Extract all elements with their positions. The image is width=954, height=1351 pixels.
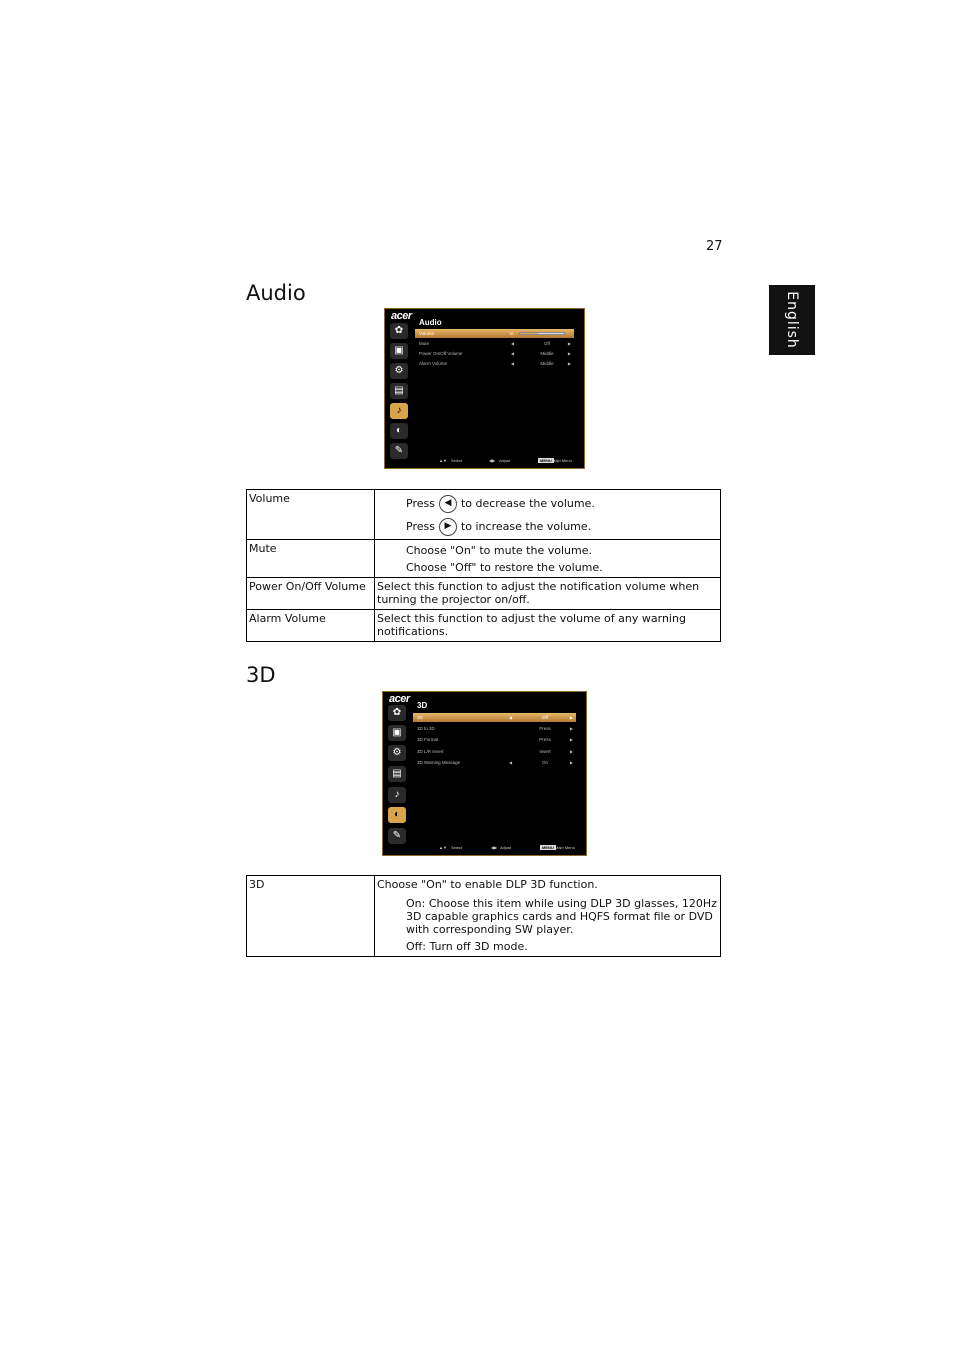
speaker-icon: ♪	[388, 787, 406, 803]
3d-intro-text: Choose "On" to enable DLP 3D function.	[377, 878, 598, 891]
osd-footer-select: Select	[451, 845, 463, 850]
left-arrow-icon: ◀	[511, 341, 515, 346]
osd-row-alarm-volume	[415, 359, 574, 368]
osd-row-label: Mute	[419, 341, 430, 346]
table-cell-description	[375, 490, 721, 540]
right-arrow-icon: ▶	[567, 341, 571, 346]
right-arrow-icon: ▶	[567, 361, 571, 366]
audio-heading: Audio	[246, 281, 306, 305]
language-tab-label: English	[784, 291, 800, 349]
osd-row-label: 3D	[417, 715, 423, 720]
osd-footer-adjust: Adjust	[500, 845, 512, 850]
mute-off-text: Choose "Off" to restore the volume.	[406, 561, 603, 574]
table-row	[247, 876, 721, 957]
osd-row-value: On	[541, 760, 548, 765]
osd-footer-main-menu: Main Menu	[552, 458, 572, 463]
gear-icon: ⚙	[390, 363, 408, 379]
osd-row-value: Invert	[539, 749, 551, 754]
table-cell-name: Mute	[247, 540, 375, 578]
management-icon: ▤	[390, 383, 408, 399]
osd-footer-main-menu: Main Menu	[555, 845, 575, 850]
table-cell-description: Select this function to adjust the notification volume when turning the projector on/off.	[375, 578, 721, 610]
osd-row-value: 10	[509, 331, 514, 336]
acer-logo: acer	[391, 310, 412, 322]
osd-row-value: Middle	[540, 361, 554, 366]
right-arrow-icon: ▶	[569, 715, 573, 720]
osd-row-3d-warning	[413, 758, 576, 767]
table-row	[247, 490, 721, 540]
table-cell-name: Alarm Volume	[247, 610, 375, 642]
osd-menu-title: 3D	[417, 701, 428, 710]
osd-row-label: 3D Warning Message	[417, 760, 461, 765]
osd-footer-adjust: Adjust	[499, 458, 511, 463]
table-cell-name: Power On/Off Volume	[247, 578, 375, 610]
speaker-icon: ♪	[390, 403, 408, 419]
left-arrow-icon: ◀	[509, 715, 513, 720]
left-arrow-icon: ◀	[509, 760, 513, 765]
audio-table	[246, 489, 721, 642]
osd-row-label: Alarm Volume	[419, 361, 448, 366]
color-palette-icon: ✿	[388, 705, 406, 721]
language-bubble-icon: ✎	[388, 828, 406, 844]
osd-footer	[433, 845, 578, 853]
language-bubble-icon: ✎	[390, 443, 408, 459]
text-press: Press	[406, 520, 435, 533]
osd-row-3d-format	[413, 735, 576, 744]
image-icon: ▣	[390, 343, 408, 359]
osd-row-label: Power On/Off Volume	[419, 351, 463, 356]
osd-menu-title: Audio	[419, 318, 442, 327]
osd-row-value: Off	[542, 715, 548, 720]
right-arrow-button-icon: ▶	[439, 518, 457, 536]
osd-row-label: Volume	[419, 331, 435, 336]
osd-row-mute	[415, 339, 574, 348]
audio-osd-screenshot	[384, 308, 585, 469]
osd-row-3d-to-3d	[413, 724, 576, 733]
table-cell-description: Select this function to adjust the volume of any warning notifications.	[375, 610, 721, 642]
table-cell-name: 3D	[247, 876, 375, 957]
table-row	[247, 578, 721, 610]
volume-decrease-line	[377, 495, 718, 513]
osd-row-label: 3D L/R Invert	[417, 749, 444, 754]
acer-logo: acer	[389, 693, 410, 705]
right-arrow-icon: ▶	[569, 760, 573, 765]
text-press: Press	[406, 497, 435, 510]
osd-footer	[435, 458, 576, 466]
table-cell-description	[375, 540, 721, 578]
osd-row-3d	[413, 713, 576, 722]
volume-increase-line	[377, 518, 718, 536]
right-arrow-icon: ▶	[569, 737, 573, 742]
up-down-arrow-icon: ▲▼	[439, 845, 447, 850]
osd-row-volume	[415, 329, 574, 338]
text-decrease: to decrease the volume.	[460, 497, 595, 510]
right-arrow-icon: ▶	[569, 749, 573, 754]
table-row	[247, 540, 721, 578]
osd-row-label: 3D to 3D	[417, 726, 435, 731]
left-right-arrow-icon: ◀▶	[489, 458, 496, 463]
3d-icon: ◐	[390, 423, 408, 439]
left-arrow-icon: ◀	[511, 361, 515, 366]
up-down-arrow-icon: ▲▼	[439, 458, 447, 463]
left-right-arrow-icon: ◀▶	[491, 845, 498, 850]
3d-heading: 3D	[246, 663, 276, 687]
right-arrow-icon: ▶	[567, 351, 571, 356]
text-increase: to increase the volume.	[460, 520, 592, 533]
osd-row-label: 3D Format	[417, 737, 439, 742]
volume-bar	[519, 332, 565, 335]
3d-table	[246, 875, 721, 957]
table-cell-name: Volume	[247, 490, 375, 540]
left-arrow-icon: ◀	[511, 351, 515, 356]
osd-row-3d-lr-invert	[413, 747, 576, 756]
osd-row-power-volume	[415, 349, 574, 358]
3d-on-text: On: Choose this item while using DLP 3D glasses, 120Hz 3D capable graphics cards and HQFS format file or DVD with corresponding SW player.	[406, 897, 717, 936]
right-arrow-icon: ▶	[569, 726, 573, 731]
3d-osd-screenshot	[382, 691, 587, 856]
management-icon: ▤	[388, 766, 406, 782]
osd-row-value: Off	[544, 341, 550, 346]
osd-row-value: Press	[539, 737, 551, 742]
mute-on-text: Choose "On" to mute the volume.	[406, 544, 592, 557]
osd-row-value: Press	[539, 726, 551, 731]
3d-off-text: Off: Turn off 3D mode.	[406, 940, 528, 953]
gear-icon: ⚙	[388, 745, 406, 761]
menu-key-icon: MENU	[542, 845, 554, 850]
volume-bar-fill	[520, 333, 538, 334]
left-arrow-button-icon: ◀	[439, 495, 457, 513]
image-icon: ▣	[388, 725, 406, 741]
color-palette-icon: ✿	[390, 323, 408, 339]
language-tab	[769, 285, 815, 355]
table-row	[247, 610, 721, 642]
menu-key-icon: MENU	[540, 458, 552, 463]
osd-row-value: Middle	[540, 351, 554, 356]
table-cell-description	[375, 876, 721, 957]
page-number: 27	[706, 239, 723, 254]
osd-footer-select: Select	[451, 458, 463, 463]
3d-icon: ◐	[388, 807, 406, 823]
